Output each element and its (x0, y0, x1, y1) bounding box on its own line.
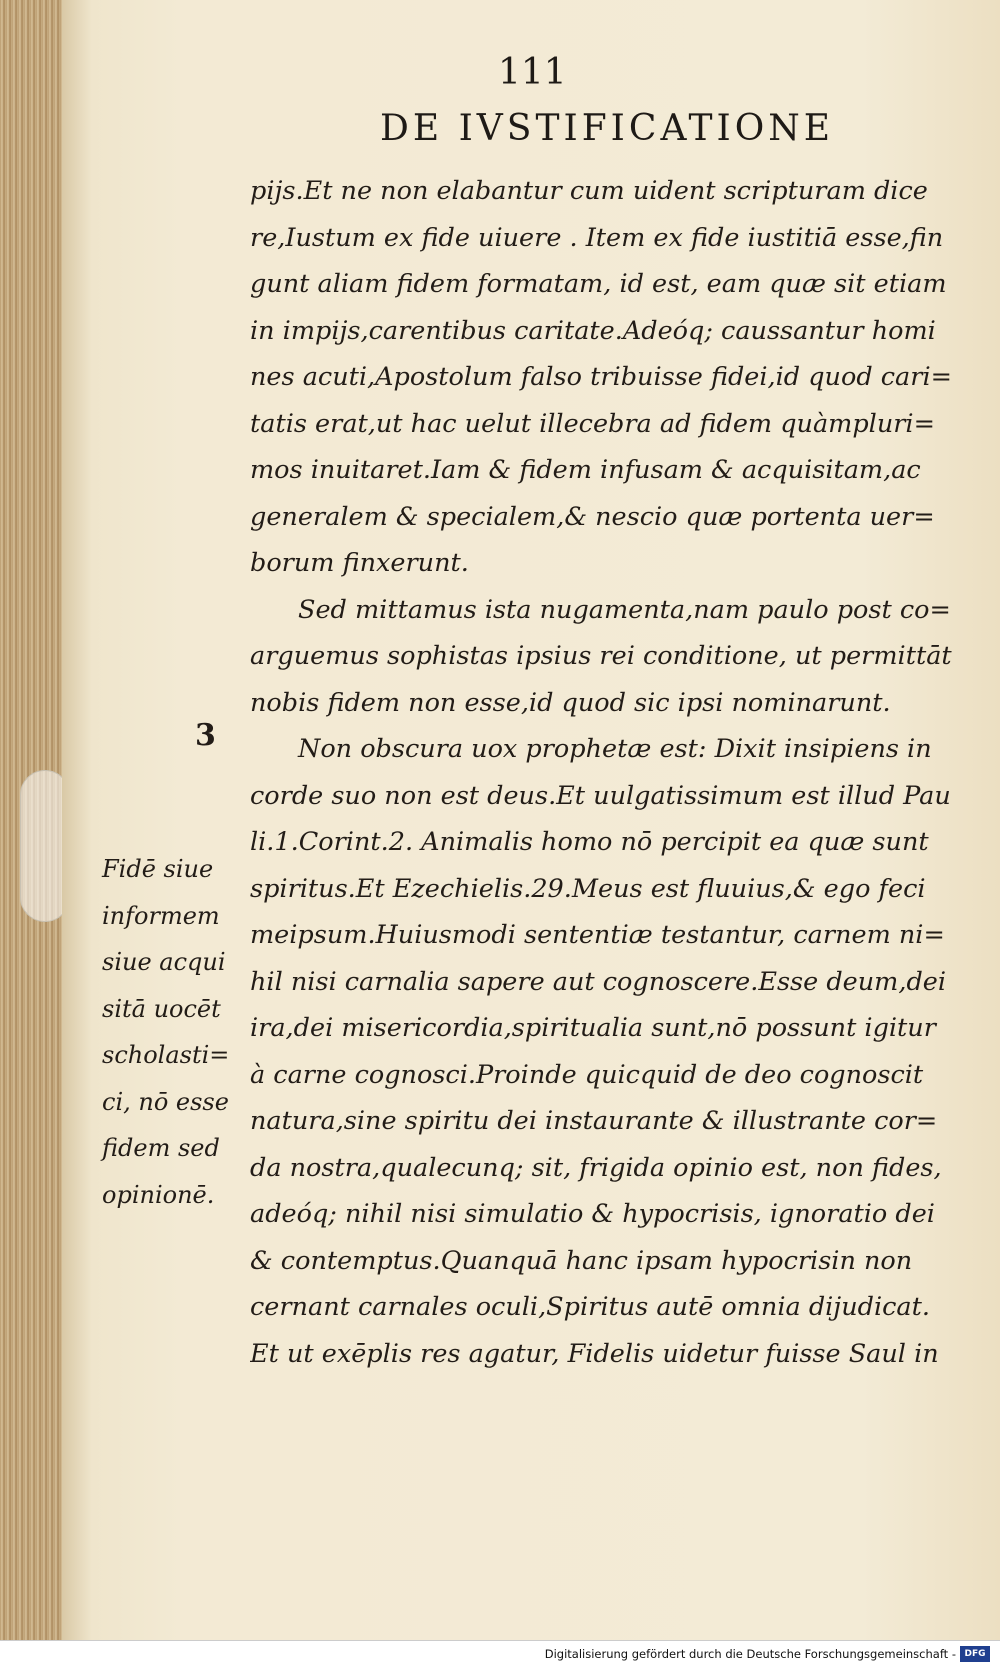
text-line: meipsum.Huiusmodi sententiæ testantur, carnem ni= (250, 920, 945, 950)
running-head: DE IVSTIFICATIONE (380, 108, 834, 149)
text-line: adeóq; nihil nisi simulatio & hypocrisis, ignoratio dei (250, 1199, 935, 1229)
text-line: à carne cognosci.Proinde quicquid de deo cognoscit (250, 1059, 924, 1090)
text-line: in impijs,carentibus caritate.Adeóq; caussantur homi (250, 315, 936, 346)
main-text (250, 168, 956, 1377)
text-line: hil nisi carnalia sapere aut cognoscere.Esse deum,dei (250, 966, 947, 997)
text-line: ira,dei misericordia,spiritualia sunt,nō possunt igitur (250, 1013, 936, 1043)
text-line: li.1.Corint.2. Animalis homo nō percipit ea quæ sunt (250, 827, 929, 857)
text-line: natura,sine spiritu dei instaurante & illustrante cor= (250, 1106, 938, 1136)
text-line: corde suo non est deus.Et uulgatissimum est illud Pau (250, 780, 951, 811)
marginal-note-line: sitā uocēt (102, 994, 221, 1023)
page-number: 111 (498, 52, 567, 93)
text-line: borum finxerunt. (250, 548, 469, 578)
text-line: nes acuti,Apostolum falso tribuisse fidei,id quod cari= (250, 362, 952, 392)
dfg-logo-icon: DFG (960, 1646, 990, 1662)
text-line: pijs.Et ne non elabantur cum uident scripturam dice (250, 176, 928, 206)
text-line: cernant carnales oculi,Spiritus autē omnia dijudicat. (250, 1292, 930, 1322)
margin-number: 3 (195, 718, 216, 753)
text-line: spiritus.Et Ezechielis.29.Meus est fluuius,& ego feci (250, 873, 926, 904)
marginal-note-line: scholasti= (102, 1041, 230, 1069)
footer-bar (0, 1640, 1000, 1670)
text-line: & contemptus.Quanquā hanc ipsam hypocrisin non (250, 1245, 913, 1276)
text-line: da nostra,qualecunq; sit, frigida opinio est, non fides, (250, 1152, 942, 1183)
marginal-note-line: informem (102, 901, 220, 930)
marginal-note (102, 846, 252, 1218)
marginal-note-line: siue acqui (102, 948, 226, 976)
text-line: tatis erat,ut hac uelut illecebra ad fidem quàmpluri= (250, 408, 935, 439)
funding-credit: Digitalisierung gefördert durch die Deutsche Forschungsgemeinschaft - (544, 1647, 956, 1661)
text-line: nobis fidem non esse,id quod sic ipsi nominarunt. (250, 687, 891, 718)
text-line: mos inuitaret.Iam & fidem infusam & acquisitam,ac (250, 455, 921, 485)
text-line: generalem & specialem,& nescio quæ portenta uer= (250, 501, 935, 532)
marginal-note-line: fidem sed (102, 1134, 220, 1162)
text-line: re,Iustum ex fide uiuere . Item ex fide iustitiā esse,fin (250, 222, 944, 253)
marginal-note-line: opinionē. (102, 1180, 215, 1209)
text-line: Sed mittamus ista nugamenta,nam paulo post co= (298, 594, 951, 625)
text-line: gunt aliam fidem formatam, id est, eam quæ sit etiam (250, 269, 947, 299)
text-line: Et ut exēplis res agatur, Fidelis uidetur fuisse Saul in (250, 1338, 939, 1369)
text-line: Non obscura uox prophetæ est: Dixit insipiens in (298, 734, 932, 764)
marginal-note-line: Fidē siue (102, 855, 214, 883)
marginal-note-line: ci, nō esse (102, 1087, 229, 1116)
text-line: arguemus sophistas ipsius rei conditione, ut permittāt (250, 641, 952, 671)
